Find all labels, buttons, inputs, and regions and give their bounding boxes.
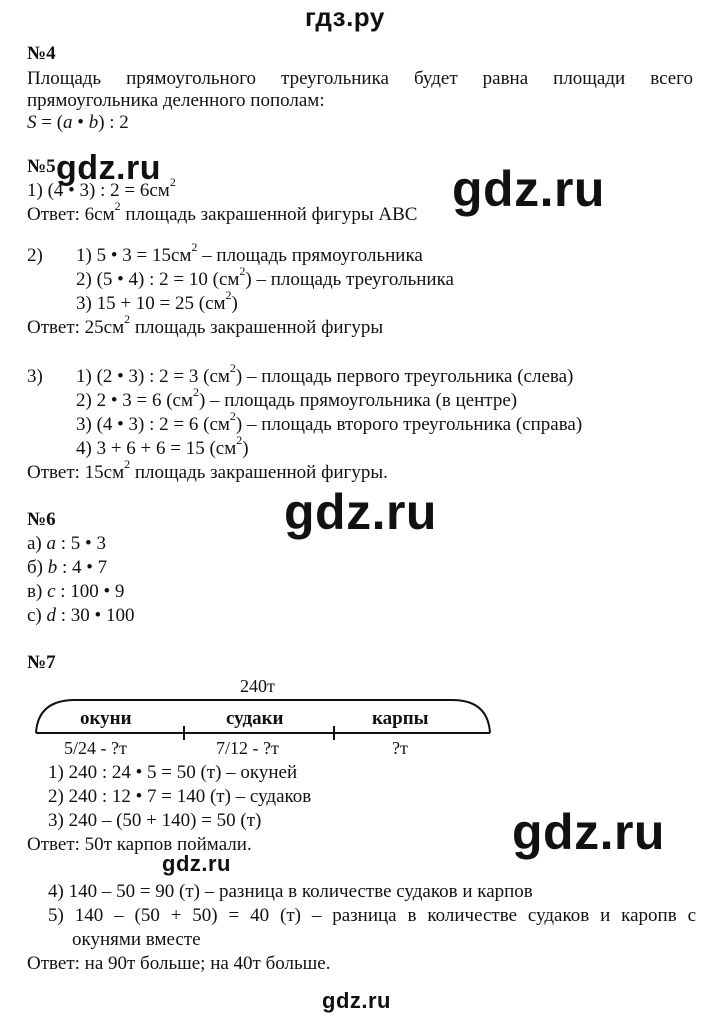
item-label: с): [27, 605, 47, 626]
formula-line: [27, 112, 129, 134]
item-label: в): [27, 581, 48, 602]
var-a: a: [63, 112, 73, 133]
superscript: 2: [236, 432, 243, 447]
step-line: [76, 432, 249, 460]
step-line: [27, 174, 176, 202]
answer-text: площадь закрашенной фигуры ABC: [120, 204, 418, 225]
watermark: gdz.ru: [322, 988, 391, 1013]
var-s: S: [27, 112, 37, 133]
superscript: 2: [124, 311, 131, 326]
step-line: [76, 239, 423, 267]
diagram-total-label: 240т: [240, 676, 275, 696]
text-line: Площадь прямоугольного треугольника будет равна площади всего: [27, 68, 693, 89]
part-label: 2): [27, 245, 43, 266]
text-line: прямоугольника деленного пополам:: [27, 90, 325, 111]
task-number: №7: [27, 652, 56, 673]
segment-label: карпы: [372, 708, 429, 729]
step-text: 2) (5 • 4) : 2 = 10 (см: [76, 269, 240, 290]
site-title: гдз.ру: [305, 2, 385, 32]
answer-text: Ответ: 6см: [27, 204, 115, 225]
item-expr: : 100 • 9: [55, 581, 125, 602]
formula-part: ) : 2: [98, 112, 129, 133]
superscript: 2: [124, 456, 131, 471]
step-line: [76, 408, 583, 436]
step-text: 4) 3 + 6 + 6 = 15 (см: [76, 438, 237, 459]
answer-text: Ответ: 15см: [27, 462, 125, 483]
superscript: 2: [114, 198, 121, 213]
item-var: a: [46, 533, 57, 554]
step-line: 3) 240 – (50 + 140) = 50 (т): [48, 810, 262, 831]
var-b: b: [88, 112, 99, 133]
step-text: 3) (4 • 3) : 2 = 6 (см: [76, 414, 230, 435]
superscript: 2: [239, 263, 246, 278]
answer-line: [27, 456, 388, 484]
item-line: [27, 557, 107, 579]
item-expr: : 30 • 100: [56, 605, 135, 626]
step-text: ) – площадь прямоугольника (в центре): [198, 390, 518, 411]
item-label: а): [27, 533, 47, 554]
step-line: окунями вместе: [72, 929, 201, 950]
segment-label: судаки: [226, 708, 284, 729]
formula-part: •: [72, 112, 89, 133]
step-text: 2) 2 • 3 = 6 (см: [76, 390, 193, 411]
item-expr: : 4 • 7: [57, 557, 108, 578]
step-text: ): [242, 438, 249, 459]
superscript: 2: [191, 239, 198, 254]
segment-value: 7/12 - ?т: [216, 738, 279, 758]
segment-value: ?т: [392, 738, 408, 758]
step-line: 1) 240 : 24 • 5 = 50 (т) – окуней: [48, 762, 298, 783]
watermark: gdz.ru: [452, 161, 605, 217]
step-text: 3) 15 + 10 = 25 (см: [76, 293, 226, 314]
item-expr: : 5 • 3: [56, 533, 106, 554]
task-number: №6: [27, 509, 56, 530]
step-line: [76, 287, 238, 315]
step-text: 1) (2 • 3) : 2 = 3 (см: [76, 366, 230, 387]
step-line: 5) 140 – (50 + 50) = 40 (т) – разница в количестве судаков и каропв с: [48, 905, 696, 926]
step-text: ) – площадь второго треугольника (справа): [235, 414, 583, 435]
superscript: 2: [225, 287, 232, 302]
step-line: 2) 240 : 12 • 7 = 140 (т) – судаков: [48, 786, 312, 807]
answer-text: площадь закрашенной фигуры: [130, 317, 384, 338]
watermark: gdz.ru: [512, 804, 665, 860]
superscript: 2: [229, 408, 236, 423]
step-line: 4) 140 – 50 = 90 (т) – разница в количестве судаков и карпов: [48, 881, 533, 902]
item-var: d: [46, 605, 57, 626]
superscript: 2: [169, 174, 176, 189]
step-line: [76, 263, 454, 291]
item-line: [27, 581, 124, 603]
answer-line: [27, 311, 384, 339]
step-text: – площадь прямоугольника: [197, 245, 423, 266]
item-line: [27, 533, 106, 555]
task-number: №4: [27, 43, 56, 64]
task-number: №5: [27, 156, 56, 177]
step-text: 1) (4 • 3) : 2 = 6см: [27, 180, 170, 201]
step-text: ): [231, 293, 238, 314]
watermark: gdz.ru: [162, 851, 231, 876]
formula-part: = (: [36, 112, 64, 133]
part-label: 3): [27, 366, 43, 387]
superscript: 2: [192, 384, 199, 399]
item-var: c: [47, 581, 56, 602]
answer-text: Ответ: 25см: [27, 317, 125, 338]
segment-value: 5/24 - ?т: [64, 738, 127, 758]
step-text: ) – площадь треугольника: [245, 269, 454, 290]
answer-line: [27, 198, 418, 226]
step-line: [76, 384, 518, 412]
watermark: gdz.ru: [56, 149, 161, 187]
item-line: [27, 605, 134, 627]
item-var: b: [47, 557, 58, 578]
segment-label: окуни: [80, 708, 132, 729]
answer-line: Ответ: на 90т больше; на 40т больше.: [27, 953, 331, 974]
step-text: ) – площадь первого треугольника (слева): [235, 366, 574, 387]
step-line: [76, 360, 574, 388]
item-label: б): [27, 557, 48, 578]
watermark: gdz.ru: [284, 484, 437, 540]
superscript: 2: [229, 360, 236, 375]
step-text: 1) 5 • 3 = 15см: [76, 245, 192, 266]
answer-line: Ответ: 50т карпов поймали.: [27, 834, 252, 855]
answer-text: площадь закрашенной фигуры.: [130, 462, 388, 483]
